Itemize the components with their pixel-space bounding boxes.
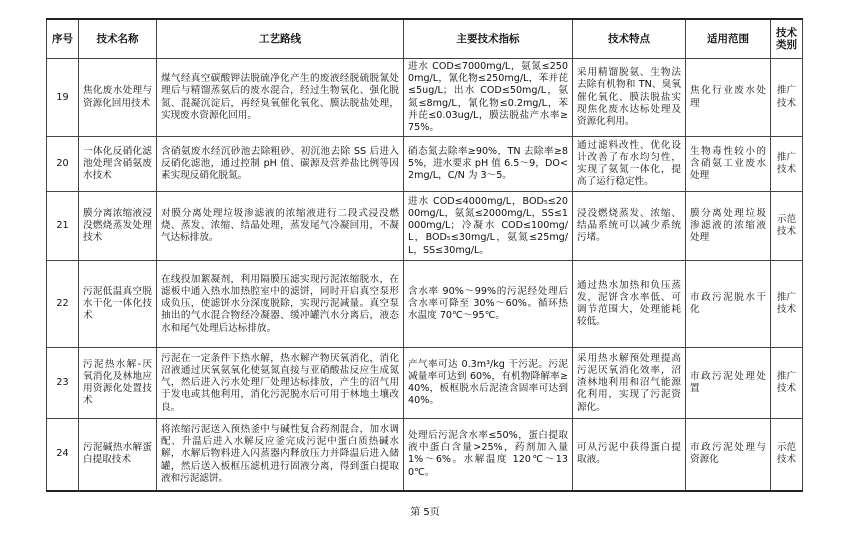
row-scope: 市政污泥脱水干化 <box>686 261 771 348</box>
row-name: 焦化废水处理与资源化回用技术 <box>79 59 157 137</box>
table-row <box>47 59 803 137</box>
row-route: 对膜分离处理垃圾渗滤液的浓缩液进行二段式浸没燃烧、蒸发、浓缩、结晶处理，蒸发尾气冷凝回用，不凝气达标排放。 <box>157 192 404 261</box>
row-metrics: 硝态氮去除率≥90%，TN 去除率≥85%，进水要求 pH 值 6.5～9，DO<2mg/L，C/N 为 3～5。 <box>404 137 573 192</box>
row-features: 可从污泥中获得蛋白提取液。 <box>573 419 686 491</box>
row-num: 23 <box>47 348 79 419</box>
header-route: 工艺路线 <box>157 19 404 59</box>
row-route: 煤气经真空碳酸钾法脱硫净化产生的废液经脱硫脱氰处理后与精馏蒸氨后的废水混合，经过生物氧化、强化脱氮、混凝沉淀后，再经臭氧催化氧化、膜法脱盐处理，实现废水资源化回用。 <box>157 59 404 137</box>
row-num: 19 <box>47 59 79 137</box>
row-scope: 生物毒性较小的含硝氨工业废水处理 <box>686 137 771 192</box>
row-category: 示范技术 <box>771 192 803 261</box>
row-category: 推广技术 <box>771 348 803 419</box>
row-name: 膜分离浓缩液浸没燃烧蒸发处理技术 <box>79 192 157 261</box>
row-features: 采用精馏脱氨、生物法去除有机物和 TN、臭氧催化氧化、膜法脱盐实现焦化废水达标处理及资源化利用。 <box>573 59 686 137</box>
row-scope: 焦化行业废水处理 <box>686 59 771 137</box>
row-num: 24 <box>47 419 79 491</box>
row-features: 浸没燃烧蒸发、浓缩、结晶系统可以减少系统污堵。 <box>573 192 686 261</box>
row-name: 污泥热水解-厌氧消化及林地应用资源化处置技术 <box>79 348 157 419</box>
table-row <box>47 192 803 261</box>
row-num: 22 <box>47 261 79 348</box>
row-name: 污泥低温真空脱水干化一体化技术 <box>79 261 157 348</box>
header-category: 技术类别 <box>771 19 803 59</box>
row-metrics: 进水 COD≤7000mg/L，氨氮≤2500mg/L，氰化物≤250mg/L，苯并芘≤5ug/L；出水 COD≤50mg/L，氨氮≤8mg/L，氰化物≤0.2mg/L，苯并芘≤0.03ug/L，膜法脱盐产水率≥75%。 <box>404 59 573 137</box>
row-category: 推广技术 <box>771 59 803 137</box>
header-metrics: 主要技术指标 <box>404 19 573 59</box>
header-features: 技术特点 <box>573 19 686 59</box>
row-metrics: 进水 COD≤4000mg/L，BOD₅≤2000mg/L，氨氮≤2000mg/L，SS≤1000mg/L；冷凝水 COD≤100mg/L，BOD₅≤30mg/L，氨氮≤25mg/L，SS≤30mg/L。 <box>404 192 573 261</box>
row-route: 含硝氨废水经沉砂池去除粗砂、初沉池去除 SS 后进入反硝化滤池，通过控制 pH 值、碳源及营养盐比例等因素实现反硝化脱氮。 <box>157 137 404 192</box>
header-num: 序号 <box>47 19 79 59</box>
technology-table <box>46 18 803 492</box>
row-features: 通过热水加热和负压蒸发，泥饼含水率低、可调节范围大，处理能耗较低。 <box>573 261 686 348</box>
row-category: 推广技术 <box>771 137 803 192</box>
row-name: 污泥碱热水解蛋白提取技术 <box>79 419 157 491</box>
row-route: 将浓缩污泥送入预热釜中与碱性复合药剂混合，加水调配、升温后进入水解反应釜完成污泥中蛋白质热碱水解，水解后物料进入闪蒸器内释放压力并降温后进入储罐，然后送入板框压滤机进行固液分离，得到蛋白提取液和污泥滤饼。 <box>157 419 404 491</box>
table-row <box>47 137 803 192</box>
row-metrics: 含水率 90%～99%的污泥经处理后含水率可降至 30%～60%。循环热水温度 70℃～95℃。 <box>404 261 573 348</box>
table-row <box>47 261 803 348</box>
header-scope: 适用范围 <box>686 19 771 59</box>
row-features: 通过滤料改性、优化设计改善了布水均匀性，实现了氨氮一体化，提高了运行稳定性。 <box>573 137 686 192</box>
row-category: 示范技术 <box>771 419 803 491</box>
row-metrics: 产气率可达 0.3m³/kg 干污泥。污泥减量率可达到 60%，有机物降解率≥40%，板框脱水后泥渣含固率可达到 40%。 <box>404 348 573 419</box>
header-name: 技术名称 <box>79 19 157 59</box>
row-route: 污泥在一定条件下热水解，热水解产物厌氧消化，消化沼液通过厌氧氨氧化使氨氮直接与亚硝酸盐反应生成氮气，然后进入污水处理厂处理达标排放，产生的沼气用于发电或其他利用，消化污泥脱水后可用于林地土壤改良。 <box>157 348 404 419</box>
row-name: 一体化反硝化滤池处理含硝氨废水技术 <box>79 137 157 192</box>
page-number: 第 5页 <box>410 507 440 518</box>
row-scope: 市政污泥处理处置 <box>686 348 771 419</box>
row-features: 采用热水解预处理提高污泥厌氧消化效率，沼渣林地利用和沼气能源化利用，实现了污泥资源化。 <box>573 348 686 419</box>
row-metrics: 处理后污泥含水率≤50%，蛋白提取液中蛋白含量>25%，药剂加入量 1%～6%。水解温度 120℃～130℃。 <box>404 419 573 491</box>
row-num: 21 <box>47 192 79 261</box>
row-num: 20 <box>47 137 79 192</box>
table-row <box>47 419 803 491</box>
table-row <box>47 348 803 419</box>
table-header-row <box>47 19 803 59</box>
row-route: 在线投加絮凝剂，利用隔膜压滤实现污泥浓缩脱水，在滤板中通入热水加热腔室中的滤饼，同时开启真空泵形成负压，使滤饼水分深度脱除，实现污泥减量。真空泵抽出的气水混合物经冷凝器、缓冲罐汽水分离后，液态水和尾气处理后达标排放。 <box>157 261 404 348</box>
row-scope: 市政污泥处理与资源化 <box>686 419 771 491</box>
row-category: 推广技术 <box>771 261 803 348</box>
row-scope: 膜分离处理垃圾渗滤液的浓缩液处理 <box>686 192 771 261</box>
